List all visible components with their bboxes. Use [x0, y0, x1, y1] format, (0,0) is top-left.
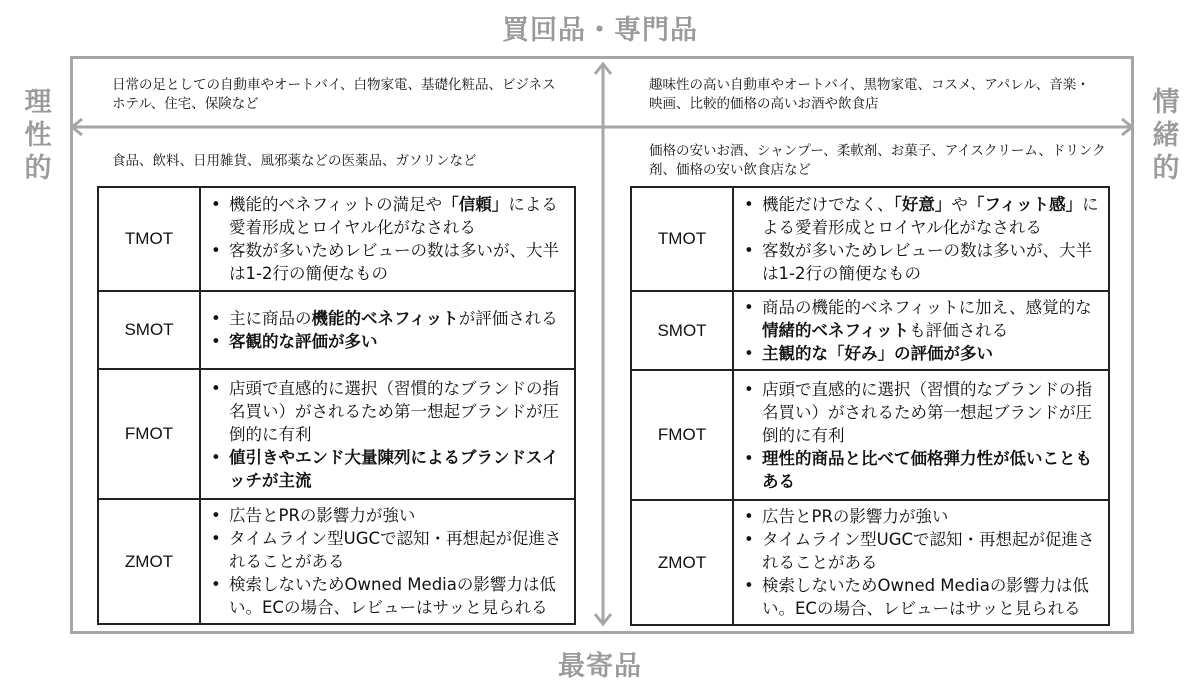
rational-mot-label: SMOT: [98, 291, 200, 369]
bullet-text: [762, 528, 1100, 574]
text-segment: 広告とPRの影響力が強い: [229, 506, 416, 525]
axis-label-right: 情 緒 的: [1152, 87, 1180, 184]
bullet-icon: •: [744, 195, 754, 214]
text-segment: 検索しないためOwned Mediaの影響力は低い。ECの場合、レビューはサッと見られる: [762, 576, 1089, 618]
bullet-item: [744, 574, 1100, 620]
text-segment: が評価される: [458, 309, 558, 328]
axis-label-left: 理 性 的: [24, 87, 52, 184]
emphasis-text: 値引きやエンド大量陳列によるブランドスイッチが主流: [229, 447, 559, 490]
text-segment: 商品の機能的ベネフィットに加え、感覚的な: [762, 298, 1092, 317]
bullet-text: [762, 193, 1100, 239]
bullet-text: [762, 447, 1100, 493]
bullet-item: [211, 573, 566, 619]
emphasis-text: 「フィット感」: [967, 195, 1083, 214]
bullet-icon: •: [211, 241, 221, 260]
text-segment: タイムライン型UGCで認知・再想起が促進されることがある: [229, 529, 562, 571]
rational-mot-description: [200, 187, 575, 291]
bullet-item: [211, 504, 566, 527]
bullet-text: [229, 193, 566, 239]
text-segment: も評価される: [909, 321, 1009, 340]
emotional-mot-row: [631, 291, 1109, 370]
bullet-text: [762, 296, 1100, 342]
text-segment: による愛着形成とロイヤル化がなされる: [762, 195, 1099, 237]
bullet-text: [762, 378, 1100, 447]
bullet-item: [211, 527, 566, 573]
emphasis-text: 理性的商品と比べて価格弾力性が低いこともある: [762, 448, 1092, 491]
bullet-icon: •: [744, 241, 754, 260]
bullet-text: [762, 574, 1100, 620]
bullet-icon: •: [211, 575, 221, 594]
emotional-mot-description: [733, 370, 1109, 500]
emotional-mot-table: [630, 186, 1110, 626]
emotional-mot-label: ZMOT: [631, 500, 733, 625]
text-segment: 店頭で直感的に選択（習慣的なブランドの指名買い）がされるため第一想起ブランドが圧倒的に有利: [762, 379, 1092, 445]
emphasis-text: 情緒的ベネフィット: [762, 321, 910, 340]
emphasis-text: 「信頼」: [442, 195, 509, 214]
bullet-item: [211, 446, 566, 492]
text-segment: タイムライン型UGCで認知・再想起が促進されることがある: [762, 530, 1095, 572]
emotional-convenience-examples: 価格の安いお酒、シャンプー、柔軟剤、お菓子、アイスクリーム、ドリンク剤、価格の安い飲食店など: [649, 143, 1106, 178]
bullet-icon: •: [744, 448, 754, 468]
emotional-mot-label: TMOT: [631, 187, 733, 291]
bullet-text: [229, 377, 566, 446]
emotional-mot-row: [631, 187, 1109, 291]
axis-label-bottom: 最寄品: [558, 651, 642, 682]
bullet-icon: •: [211, 195, 221, 214]
bullet-icon: •: [211, 506, 221, 525]
bullet-text: [229, 330, 566, 353]
rational-mot-description: [200, 291, 575, 369]
bullet-icon: •: [211, 378, 221, 398]
emphasis-text: 客観的な評価が多い: [229, 332, 378, 351]
bullet-item: [211, 239, 566, 285]
rational-mot-row: [98, 499, 575, 624]
bullet-text: [762, 239, 1100, 285]
bullet-item: [211, 307, 566, 330]
text-segment: 機能的ベネフィットの満足や: [229, 195, 443, 214]
emphasis-text: 主観的な「好み」の評価が多い: [762, 344, 993, 363]
bullet-item: [744, 342, 1100, 365]
rational-mot-row: [98, 369, 575, 499]
emotional-mot-description: [733, 187, 1109, 291]
bullet-item: [211, 193, 566, 239]
emotional-mot-label: SMOT: [631, 291, 733, 370]
axis-label-top: 買回品・専門品: [502, 15, 698, 46]
rational-mot-table: [97, 186, 576, 625]
rational-mot-description: [200, 499, 575, 624]
rational-mot-description: [200, 369, 575, 499]
bullet-item: [744, 296, 1100, 342]
emphasis-text: 機能的ベネフィット: [311, 309, 459, 328]
rational-premium-examples: 日常の足としての自動車やオートバイ、白物家電、基礎化粧品、ビジネスホテル、住宅、保険など: [112, 77, 556, 112]
text-segment: 店頭で直感的に選択（習慣的なブランドの指名買い）がされるため第一想起ブランドが圧倒的に有利: [229, 378, 559, 444]
bullet-item: [744, 505, 1100, 528]
bullet-icon: •: [211, 447, 221, 467]
text-segment: 機能だけでなく、: [762, 195, 894, 214]
rational-mot-label: TMOT: [98, 187, 200, 291]
bullet-item: [211, 377, 566, 446]
text-segment: 客数が多いためレビューの数は多いが、大半は1-2行の簡便なもの: [229, 241, 559, 283]
emotional-mot-row: [631, 500, 1109, 625]
bullet-text: [229, 504, 566, 527]
bullet-text: [762, 505, 1100, 528]
rational-mot-row: [98, 187, 575, 291]
emotional-premium-examples: 趣味性の高い自動車やオートバイ、黒物家電、コスメ、アパレル、音楽・映画、比較的価格の高いお酒や飲食店: [649, 77, 1090, 112]
bullet-text: [229, 239, 566, 285]
text-segment: 主に商品の: [229, 309, 312, 328]
text-segment: による愛着形成とロイヤル化がなされる: [229, 195, 558, 237]
bullet-item: [744, 193, 1100, 239]
rational-mot-row: [98, 291, 575, 369]
rational-convenience-examples: 食品、飲料、日用雑貨、風邪薬などの医薬品、ガソリンなど: [112, 153, 477, 169]
emotional-mot-label: FMOT: [631, 370, 733, 500]
bullet-item: [211, 330, 566, 353]
text-segment: 広告とPRの影響力が強い: [762, 507, 949, 526]
emphasis-text: 「好意」: [893, 195, 952, 214]
bullet-icon: •: [744, 298, 754, 317]
bullet-icon: •: [211, 529, 221, 548]
bullet-item: [744, 378, 1100, 447]
bullet-item: [744, 447, 1100, 493]
bullet-text: [229, 527, 566, 573]
bullet-text: [229, 446, 566, 492]
bullet-text: [762, 342, 1100, 365]
bullet-text: [229, 573, 566, 619]
emotional-mot-description: [733, 291, 1109, 370]
bullet-icon: •: [744, 576, 754, 595]
bullet-text: [229, 307, 566, 330]
bullet-icon: •: [744, 379, 754, 399]
emotional-mot-description: [733, 500, 1109, 625]
bullet-item: [744, 239, 1100, 285]
bullet-icon: •: [744, 530, 754, 549]
emotional-mot-row: [631, 370, 1109, 500]
text-segment: 検索しないためOwned Mediaの影響力は低い。ECの場合、レビューはサッと見られる: [229, 575, 556, 617]
bullet-icon: •: [744, 507, 754, 526]
text-segment: や: [951, 195, 968, 214]
rational-mot-label: ZMOT: [98, 499, 200, 624]
bullet-icon: •: [744, 344, 754, 363]
bullet-icon: •: [211, 332, 221, 351]
rational-mot-label: FMOT: [98, 369, 200, 499]
bullet-item: [744, 528, 1100, 574]
text-segment: 客数が多いためレビューの数は多いが、大半は1-2行の簡便なもの: [762, 241, 1092, 283]
bullet-icon: •: [211, 309, 221, 328]
